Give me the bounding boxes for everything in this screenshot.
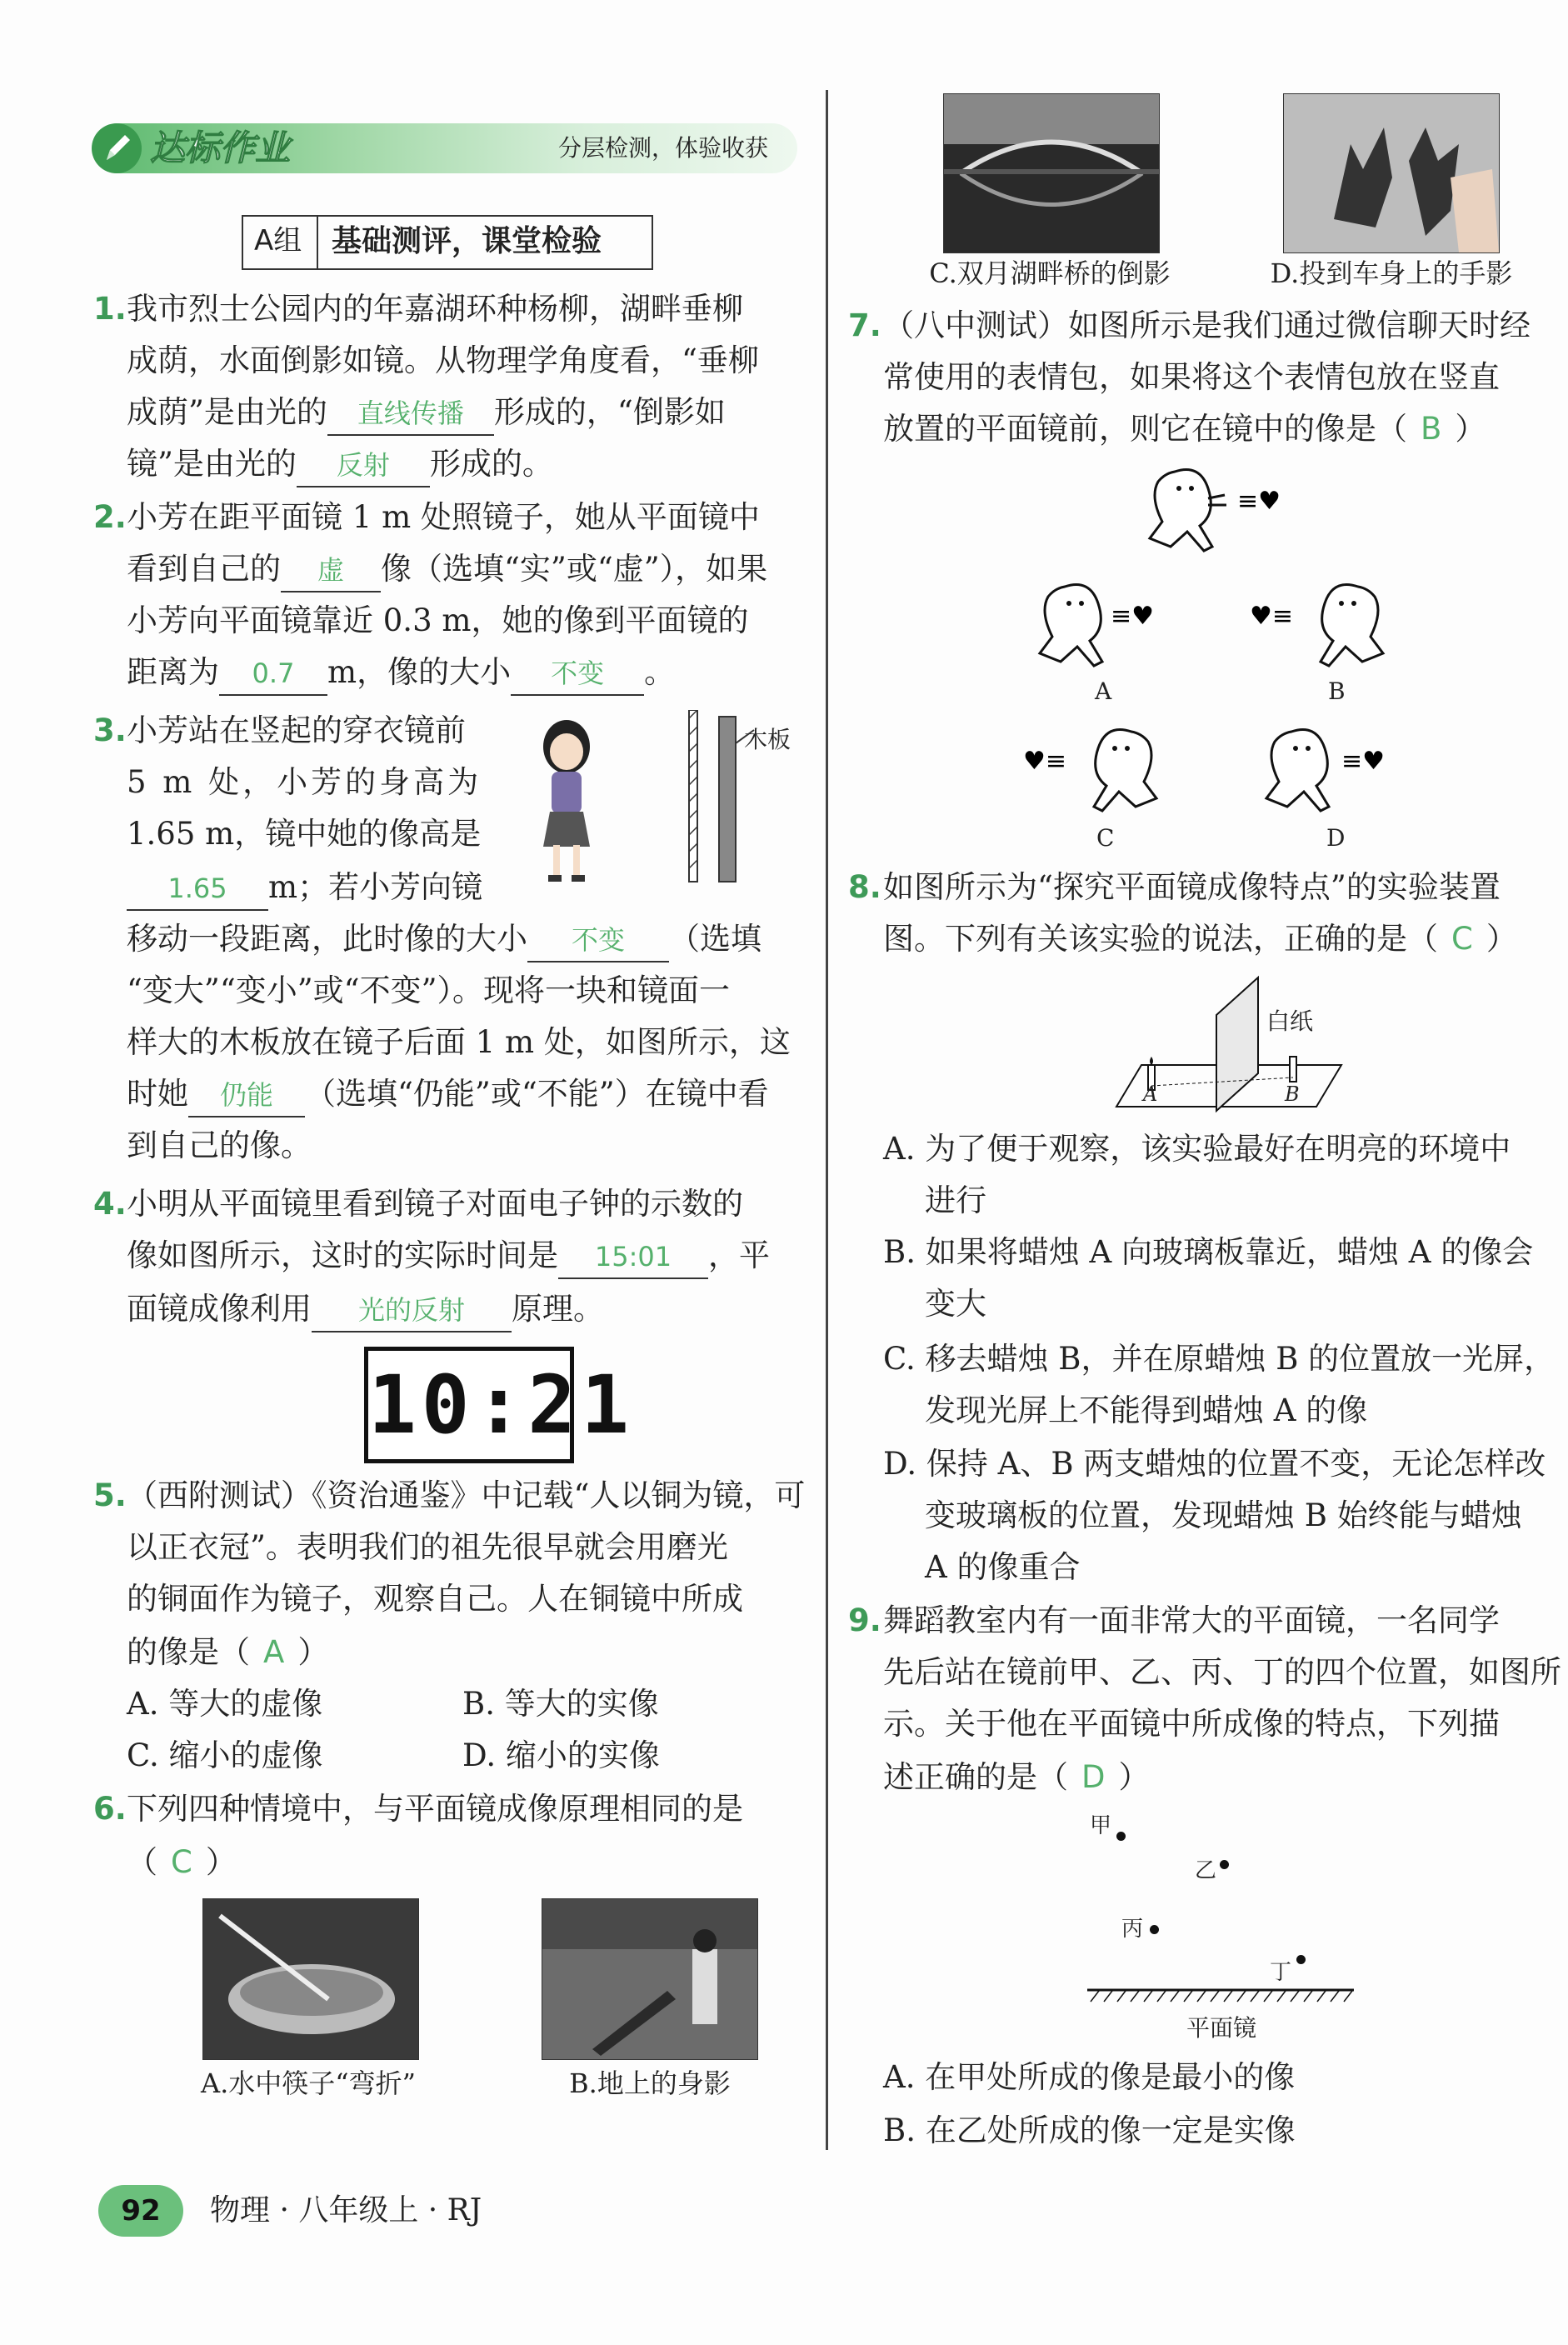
q1-number: 1. xyxy=(93,291,127,327)
q5-number: 5. xyxy=(93,1478,127,1513)
label-yi: 乙 xyxy=(1195,1858,1217,1883)
emoji-option-c xyxy=(1023,723,1190,823)
q5-line4 xyxy=(127,1627,328,1678)
girl-figure xyxy=(525,713,608,888)
q2-text4c: 。 xyxy=(644,654,676,690)
q1-text4a: 镜”是由光的 xyxy=(127,446,297,482)
q8-option-a1: A. 为了便于观察，该实验最好在明亮的环境中 xyxy=(883,1131,1511,1167)
footer-text: 物理 · 八年级上 · RJ xyxy=(210,2193,482,2228)
q9-line2: 先后站在镜前甲、乙、丙、丁的四个位置，如图所 xyxy=(883,1654,1561,1690)
q1-text3a: 成荫”是由光的 xyxy=(127,394,327,430)
q8-option-d2: 变玻璃板的位置，发现蜡烛 B 始终能与蜡烛 xyxy=(925,1498,1522,1533)
point-ding xyxy=(1296,1955,1306,1964)
q8-option-c2: 发现光屏上不能得到蜡烛 A 的像 xyxy=(925,1392,1368,1428)
q8-text2a: 图。下列有关该实验的说法，正确的是（ xyxy=(883,921,1438,957)
q4-number: 4. xyxy=(93,1186,127,1222)
q8-line1: 如图所示为“探究平面镜成像特点”的实验装置 xyxy=(883,869,1501,905)
group-divider xyxy=(317,215,318,268)
q3-line1: 小芳站在竖起的穿衣镜前 xyxy=(127,712,466,748)
q3-text8a: 时她 xyxy=(127,1076,188,1112)
q1-line2: 成荫，水面倒影如镜。从物理学角度看，“垂柳 xyxy=(127,342,759,378)
q1-line4 xyxy=(127,438,553,490)
q3-line8 xyxy=(127,1068,769,1120)
q3-answer3: 仍能 xyxy=(188,1074,305,1118)
point-bing xyxy=(1150,1925,1159,1934)
q3-line9: 到自己的像。 xyxy=(127,1128,312,1163)
q4-text2b: ，平 xyxy=(708,1238,770,1273)
q1-answer1: 直线传播 xyxy=(327,392,494,436)
digital-clock-image xyxy=(364,1347,634,1463)
svg-text:≡♥: ≡♥ xyxy=(1111,602,1155,631)
emoji-label-d: D xyxy=(1326,824,1346,852)
q6-line2 xyxy=(127,1837,237,1888)
q8-answer: C xyxy=(1451,921,1473,957)
q7-number: 7. xyxy=(848,308,881,343)
label-ding: 丁 xyxy=(1270,1960,1292,1985)
label-bing: 丙 xyxy=(1121,1917,1144,1942)
emoji-label-a: A xyxy=(1095,678,1112,705)
q4-text3a: 面镜成像利用 xyxy=(127,1291,312,1327)
q3-text5a: 移动一段距离，此时像的大小 xyxy=(127,921,527,957)
label-jia: 甲 xyxy=(1090,1813,1112,1838)
q2-number: 2. xyxy=(93,499,127,535)
q8-option-b2: 变大 xyxy=(925,1286,986,1322)
column-divider xyxy=(826,90,828,2150)
q2-text2a: 看到自己的 xyxy=(127,551,281,587)
q1-text3b: 形成的，“倒影如 xyxy=(493,394,726,430)
q8-option-c1: C. 移去蜡烛 B，并在原蜡烛 B 的位置放一光屏， xyxy=(883,1341,1556,1377)
q8-option-b1: B. 如果将蜡烛 A 向玻璃板靠近，蜡烛 A 的像会 xyxy=(883,1234,1534,1270)
photo-chopstick-bowl xyxy=(202,1898,419,2060)
q6-number: 6. xyxy=(93,1791,127,1827)
q4-text3b: 原理。 xyxy=(512,1291,604,1327)
q4-answer1: 15:01 xyxy=(558,1236,708,1279)
q8-option-d3: A 的像重合 xyxy=(925,1549,1081,1585)
photo-ground-shadow xyxy=(542,1898,758,2060)
q2-line3: 小芳向平面镜靠近 0.3 m，她的像到平面镜的 xyxy=(127,602,749,638)
q3-line7: 样大的木板放在镜子后面 1 m 处，如图所示，这 xyxy=(127,1024,791,1060)
q9-option-b: B. 在乙处所成的像一定是实像 xyxy=(883,2112,1296,2148)
q4-line2 xyxy=(127,1230,770,1282)
clock-digits: 10:21 xyxy=(368,1358,634,1452)
q3-line6: “变大”“变小”或“不变”）。现将一块和镜面一 xyxy=(127,972,730,1008)
q8-number: 8. xyxy=(848,869,881,905)
q7-text3a: 放置的平面镜前，则它在镜中的像是（ xyxy=(883,411,1407,447)
emoji-label-b: B xyxy=(1328,678,1346,705)
q8-text2b: ） xyxy=(1486,921,1517,957)
plane-mirror-line xyxy=(1087,1988,1354,2005)
q6-line1: 下列四种情境中，与平面镜成像原理相同的是 xyxy=(127,1791,743,1827)
q7-answer: B xyxy=(1421,411,1442,447)
candle-a-label: A xyxy=(1143,1082,1158,1106)
q2-text4b: m，像的大小 xyxy=(327,654,512,690)
emoji-option-d xyxy=(1250,723,1416,823)
q3-answer2: 不变 xyxy=(527,919,669,962)
section-subtitle: 分层检测，体验收获 xyxy=(558,134,769,162)
q3-number: 3. xyxy=(93,712,127,748)
q5-line2: 以正衣冠”。表明我们的祖先很早就会用磨光 xyxy=(127,1529,728,1565)
q5-option-b: B. 等大的实像 xyxy=(462,1686,659,1722)
caption-a: A.水中筷子“弯折” xyxy=(200,2068,416,2099)
q5-text4a: 的像是（ xyxy=(127,1634,250,1670)
q5-line3: 的铜面作为镜子，观察自己。人在铜镜中所成 xyxy=(127,1581,743,1617)
q6-text2b: ） xyxy=(205,1844,237,1880)
q9-answer: D xyxy=(1081,1759,1106,1795)
q9-text4a: 述正确的是（ xyxy=(883,1759,1068,1795)
q5-option-a: A. 等大的虚像 xyxy=(127,1686,323,1722)
photo-hand-shadow xyxy=(1283,93,1500,253)
q2-line2 xyxy=(127,543,767,595)
pencil-icon xyxy=(90,122,143,175)
caption-c: C.双月湖畔桥的倒影 xyxy=(929,258,1171,289)
q2-answer2: 0.7 xyxy=(219,652,327,696)
emoji-label-c: C xyxy=(1096,824,1115,852)
q3-text5b: （选填 xyxy=(669,921,762,957)
point-yi xyxy=(1220,1860,1229,1869)
q3-answer1: 1.65 xyxy=(127,868,268,911)
q5-line1: （西附测试）《资治通鉴》中记载“人以铜为镜，可 xyxy=(127,1478,806,1513)
q7-text3b: ） xyxy=(1455,411,1486,447)
q7-line2: 常使用的表情包，如果将这个表情包放在竖直 xyxy=(883,359,1500,395)
board-label: 木板 xyxy=(744,726,791,753)
q4-answer2: 光的反射 xyxy=(312,1289,512,1332)
q4-text2a: 像如图所示，这时的实际时间是 xyxy=(127,1238,558,1273)
q7-line1: （八中测试）如图所示是我们通过微信聊天时经 xyxy=(883,308,1531,343)
q9-line4 xyxy=(883,1752,1150,1803)
q5-answer: A xyxy=(263,1634,285,1670)
q5-option-d: D. 缩小的实像 xyxy=(462,1738,660,1773)
q9-text4b: ） xyxy=(1118,1759,1150,1795)
q3-line5 xyxy=(127,913,762,965)
q2-answer3: 不变 xyxy=(511,652,644,696)
emoji-option-b xyxy=(1250,578,1416,678)
group-title: 基础测评，课堂检验 xyxy=(332,223,602,258)
q2-line1: 小芳在距平面镜 1 m 处照镜子，她从平面镜中 xyxy=(127,499,760,535)
q3-line3: 1.65 m，镜中她的像高是 xyxy=(127,816,482,852)
page-number-badge: 92 xyxy=(98,2185,183,2237)
photo-bridge-reflection xyxy=(943,93,1160,253)
q2-line4 xyxy=(127,647,675,698)
caption-b: B.地上的身影 xyxy=(569,2068,731,2099)
q1-answer2: 反射 xyxy=(297,444,430,488)
q5-text4b: ） xyxy=(297,1634,329,1670)
q1-line1: 我市烈士公园内的年嘉湖环种杨柳，湖畔垂柳 xyxy=(127,291,743,327)
q9-number: 9. xyxy=(848,1602,881,1638)
q8-line2 xyxy=(883,913,1517,965)
q8-option-a2: 进行 xyxy=(925,1182,986,1218)
point-jia xyxy=(1116,1832,1126,1841)
q8-option-d1: D. 保持 A、B 两支蜡烛的位置不变，无论怎样改 xyxy=(883,1446,1546,1482)
q7-line3 xyxy=(883,403,1486,455)
q3-text4b: m；若小芳向镜 xyxy=(268,869,483,905)
q2-text2b: 像（选填“实”或“虚”），如果 xyxy=(381,551,768,587)
mirror-caption: 平面镜 xyxy=(1186,2014,1257,2042)
svg-text:≡♥: ≡♥ xyxy=(1341,747,1386,776)
q1-line3 xyxy=(127,387,726,438)
q2-text4a: 距离为 xyxy=(127,654,219,690)
emoji-original xyxy=(1133,463,1308,563)
group-tag: A组 xyxy=(254,224,302,258)
q9-line1: 舞蹈教室内有一面非常大的平面镜，一名同学 xyxy=(883,1602,1500,1638)
svg-text:≡♥: ≡♥ xyxy=(1237,487,1281,516)
svg-text:♥≡: ♥≡ xyxy=(1023,747,1067,776)
q6-text2a: （ xyxy=(127,1844,157,1880)
q3-line4 xyxy=(127,862,482,913)
caption-d: D.投到车身上的手影 xyxy=(1270,258,1513,289)
section-title: 达标作业 xyxy=(150,128,291,168)
emoji-option-a xyxy=(1023,578,1190,678)
q6-answer: C xyxy=(171,1844,192,1880)
q9-line3: 示。关于他在平面镜中所成像的特点，下列描 xyxy=(883,1706,1500,1742)
q5-option-c: C. 缩小的虚像 xyxy=(127,1738,323,1773)
q1-text4b: 形成的。 xyxy=(429,446,553,482)
q4-line1: 小明从平面镜里看到镜子对面电子钟的示数的 xyxy=(127,1186,743,1222)
q3-text8b: （选填“仍能”或“不能”）在镜中看 xyxy=(305,1076,769,1112)
svg-text:♥≡: ♥≡ xyxy=(1250,602,1294,631)
paper-label: 白纸 xyxy=(1266,1008,1314,1035)
q4-line3 xyxy=(127,1283,604,1335)
q2-answer1: 虚 xyxy=(281,549,381,592)
q3-line2: 5 m 处，小芳的身高为 xyxy=(127,764,482,800)
q9-option-a: A. 在甲处所成的像是最小的像 xyxy=(883,2059,1296,2095)
candle-b-label: B xyxy=(1285,1082,1300,1106)
